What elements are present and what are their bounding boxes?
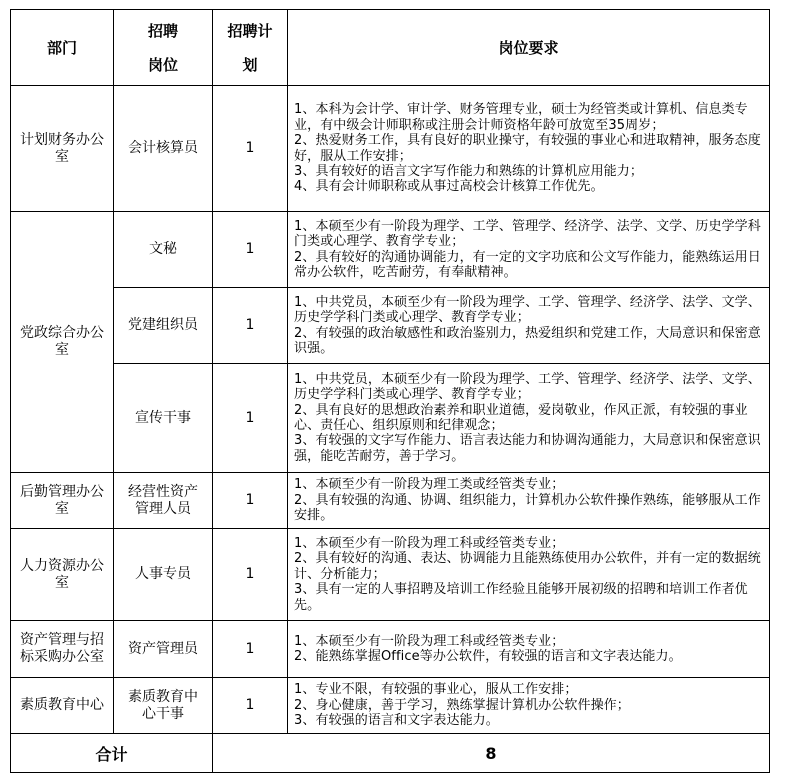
requirement-item: 1、中共党员，本硕至少有一阶段为理学、工学、管理学、经济学、法学、文学、历史学学科门类或心理学、教育学专业； <box>294 294 761 326</box>
requirements-cell <box>288 473 770 529</box>
requirement-item: 3、有较强的语言和文字表达能力。 <box>294 713 499 729</box>
table-row <box>11 288 770 364</box>
header-department: 部门 <box>11 10 114 86</box>
department-cell: 资产管理与招标采购办公室 <box>11 621 114 678</box>
table-row <box>11 621 770 678</box>
department-cell: 后勤管理办公室 <box>11 473 114 529</box>
position-cell: 人事专员 <box>114 529 213 621</box>
table-row <box>11 473 770 529</box>
table-row <box>11 678 770 734</box>
requirements-cell <box>288 86 770 212</box>
recruitment-table <box>10 9 770 773</box>
position-cell: 党建组织员 <box>114 288 213 364</box>
header-position-line1: 招聘 <box>147 21 178 40</box>
requirements-cell <box>288 529 770 621</box>
position-cell: 经营性资产管理人员 <box>114 473 213 529</box>
total-row <box>11 734 770 773</box>
requirement-item: 2、具有较好的沟通协调能力，有一定的文字功底和公文写作能力，能熟练运用日常办公软件，吃苦耐劳，有奉献精神。 <box>294 249 761 280</box>
requirement-item: 2、能熟练掌握Office等办公软件，有较强的语言和文字表达能力。 <box>294 649 682 664</box>
requirement-item: 1、专业不限，有较强的事业心，服从工作安排； <box>294 682 578 698</box>
position-cell: 会计核算员 <box>114 86 213 212</box>
header-requirements: 岗位要求 <box>288 10 770 86</box>
requirement-item: 1、本硕至少有一阶段为理工科或经管类专业； <box>294 535 565 551</box>
requirement-item: 1、中共党员，本硕至少有一阶段为理学、工学、管理学、经济学、法学、文学、历史学学科门类或心理学、教育学专业； <box>294 371 761 403</box>
table-row <box>11 364 770 473</box>
requirement-item: 3、具有较好的语言文字写作能力和熟练的计算机应用能力； <box>294 163 643 179</box>
position-cell: 文秘 <box>114 212 213 288</box>
requirement-item: 2、热爱财务工作，具有良好的职业操守，有较强的事业心和进取精神，服务态度好，服从工作安排； <box>294 133 761 164</box>
requirements-cell <box>288 212 770 288</box>
requirement-item: 2、有较强的政治敏感性和政治鉴别力，热爱组织和党建工作，大局意识和保密意识强。 <box>294 325 761 356</box>
department-cell: 人力资源办公室 <box>11 529 114 621</box>
total-value: 8 <box>213 734 770 773</box>
count-cell: 1 <box>213 473 288 529</box>
count-cell: 1 <box>213 529 288 621</box>
requirement-item: 3、具有一定的人事招聘及培训工作经验且能够开展初级的招聘和培训工作者优先。 <box>294 582 748 613</box>
requirement-item: 4、具有会计师职称或从事过高校会计核算工作优先。 <box>294 179 604 195</box>
requirement-item: 1、本硕至少有一阶段为理学、工学、管理学、经济学、法学、文学、历史学学科门类或心理学、教育学专业； <box>294 218 761 250</box>
count-cell: 1 <box>213 678 288 734</box>
department-cell: 党政综合办公室 <box>11 212 114 473</box>
department-cell: 计划财务办公室 <box>11 86 114 212</box>
header-plan <box>213 10 288 86</box>
department-cell: 素质教育中心 <box>11 678 114 734</box>
header-position <box>114 10 213 86</box>
table-row <box>11 86 770 212</box>
header-plan-line1: 招聘计 <box>227 21 273 40</box>
requirement-item: 1、本硕至少有一阶段为理工科或经管类专业； <box>294 633 565 649</box>
requirement-item: 1、本科为会计学、审计学、财务管理专业，硕士为经管类或计算机、信息类专业，有中级会计师职称或注册会计师资格年龄可放宽至35周岁； <box>294 102 748 133</box>
position-cell: 素质教育中心干事 <box>114 678 213 734</box>
count-cell: 1 <box>213 364 288 473</box>
requirements-cell <box>288 621 770 678</box>
count-cell: 1 <box>213 288 288 364</box>
header-position-line2: 岗位 <box>147 55 178 74</box>
table-row <box>11 212 770 288</box>
requirement-item: 1、本硕至少有一阶段为理工类或经管类专业； <box>294 477 565 493</box>
requirement-item: 2、具有较强的沟通、协调、组织能力，计算机办公软件操作熟练，能够服从工作安排。 <box>294 492 761 524</box>
requirement-item: 2、具有良好的思想政治素养和职业道德，爱岗敬业，作风正派，有较强的事业心、责任心、组织原则和纪律观念； <box>294 402 748 433</box>
requirement-item: 3、有较强的文字写作能力、语言表达能力和协调沟通能力，大局意识和保密意识强，能吃苦耐劳，善于学习。 <box>294 433 761 464</box>
count-cell: 1 <box>213 621 288 678</box>
requirements-cell <box>288 288 770 364</box>
requirements-cell <box>288 678 770 734</box>
requirements-cell <box>288 364 770 473</box>
total-label: 合计 <box>11 734 213 773</box>
table-row <box>11 529 770 621</box>
count-cell: 1 <box>213 212 288 288</box>
header-plan-line2: 划 <box>242 55 258 74</box>
requirement-item: 2、身心健康，善于学习，熟练掌握计算机办公软件操作； <box>294 697 630 713</box>
position-cell: 宣传干事 <box>114 364 213 473</box>
recruitment-table-container <box>10 9 770 773</box>
count-cell: 1 <box>213 86 288 212</box>
table-header-row <box>11 10 770 86</box>
position-cell: 资产管理员 <box>114 621 213 678</box>
requirement-item: 2、具有较好的沟通、表达、协调能力且能熟练使用办公软件，并有一定的数据统计、分析能力； <box>294 551 761 582</box>
